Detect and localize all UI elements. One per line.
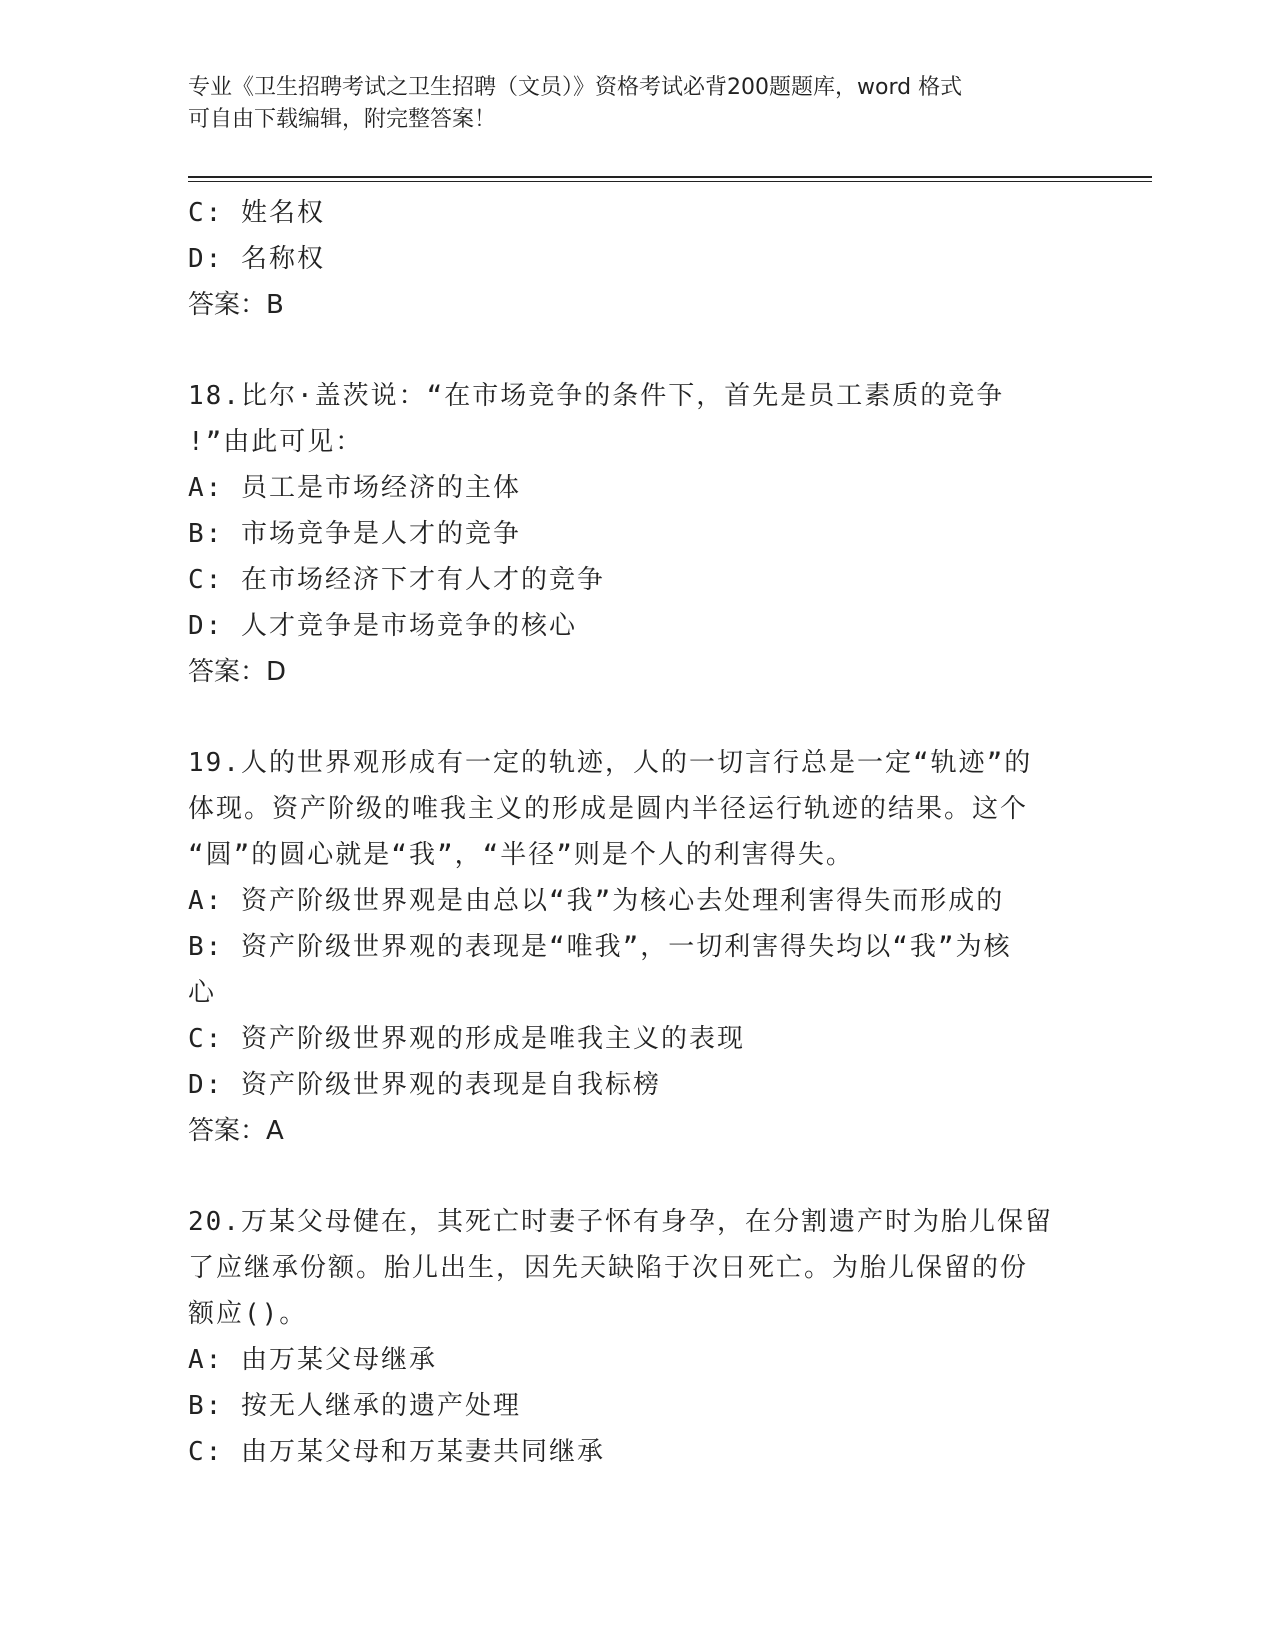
answer: 答案：D [188,657,287,687]
question-18 [188,373,1088,695]
answer: 答案：A [188,1116,284,1146]
option-a: A: 资产阶级世界观是由总以“我”为核心去处理利害得失而形成的 [188,886,1005,916]
question-stem: !”由此可见： [188,427,364,457]
question-stem: 了应继承份额。胎儿出生，因先天缺陷于次日死亡。为胎儿保留的份 [188,1253,1029,1283]
option-d: D: 人才竞争是市场竞争的核心 [188,611,577,641]
option-c: C: 由万某父母和万某妻共同继承 [188,1437,605,1467]
option-c: C: 姓名权 [188,198,325,228]
option-d: D: 名称权 [188,244,325,274]
question-stem: 额应()。 [188,1299,308,1329]
question-stem: “圆”的圆心就是“我”，“半径”则是个人的利害得失。 [188,840,854,870]
option-c: C: 在市场经济下才有人才的竞争 [188,565,605,595]
question-stem: 体现。资产阶级的唯我主义的形成是圆内半径运行轨迹的结果。这个 [188,794,1029,824]
header-line-1: 专业《卫生招聘考试之卫生招聘（文员）》资格考试必背200题题库，word 格式 [188,75,963,100]
question-20 [188,1199,1088,1475]
option-b-continued: 心 [188,978,217,1008]
option-b: B: 按无人继承的遗产处理 [188,1391,521,1421]
option-d: D: 资产阶级世界观的表现是自我标榜 [188,1070,661,1100]
header-divider [188,176,1152,182]
question-stem: 18.比尔·盖茨说：“在市场竞争的条件下，首先是员工素质的竞争 [188,381,1005,411]
option-a: A: 员工是市场经济的主体 [188,473,521,503]
header-line-2: 可自由下载编辑，附完整答案！ [188,107,497,132]
option-c: C: 资产阶级世界观的形成是唯我主义的表现 [188,1024,745,1054]
question-stem: 19.人的世界观形成有一定的轨迹，人的一切言行总是一定“轨迹”的 [188,748,1033,778]
question-list [188,190,1088,1475]
option-b: B: 市场竞争是人才的竞争 [188,519,521,549]
question-17 [188,190,1088,328]
question-stem: 20.万某父母健在，其死亡时妻子怀有身孕，在分割遗产时为胎儿保留 [188,1207,1053,1237]
option-b: B: 资产阶级世界观的表现是“唯我”，一切利害得失均以“我”为核 [188,932,1012,962]
document-header [188,72,1088,136]
option-a: A: 由万某父母继承 [188,1345,437,1375]
answer: 答案：B [188,290,284,320]
question-19 [188,740,1088,1154]
